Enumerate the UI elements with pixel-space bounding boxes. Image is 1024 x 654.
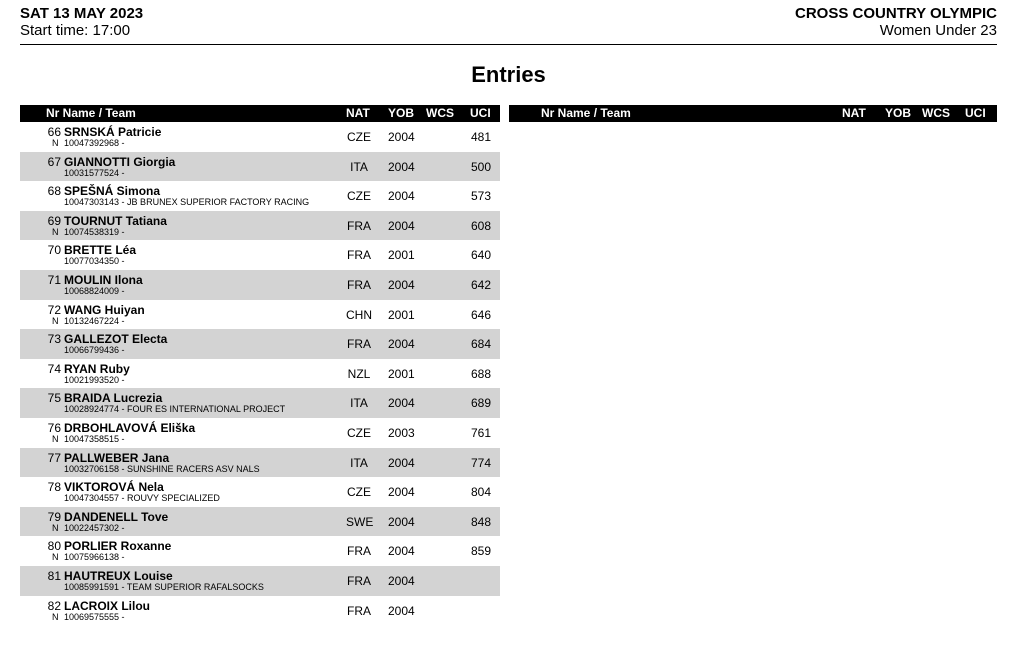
rider-id-and-team: 10085991591 - TEAM SUPERIOR RAFALSOCKS: [64, 581, 264, 592]
entry-number: 70: [47, 243, 61, 258]
rider-year-of-birth: 2004: [388, 159, 415, 174]
rider-id-team: [52, 286, 125, 297]
document-page: [20, 5, 997, 645]
rider-id-team: [52, 138, 125, 149]
rider-id-and-team: 10028924774 - FOUR ES INTERNATIONAL PROJECT: [64, 404, 286, 415]
rider-year-of-birth: 2004: [388, 544, 415, 559]
table-row: [20, 211, 500, 241]
col-yob: YOB: [388, 106, 415, 120]
rider-year-of-birth: 2001: [388, 366, 415, 381]
rider-id-team: [52, 227, 125, 238]
entry-number: 75: [47, 391, 61, 406]
col-uci: UCI: [965, 106, 986, 120]
table-row: [20, 448, 500, 478]
table-row: [20, 329, 500, 359]
rider-name: TOURNUT Tatiana: [64, 213, 167, 228]
entry-number: 77: [47, 450, 61, 465]
entries-list: [20, 122, 500, 625]
rider-flag: N: [52, 315, 59, 326]
rider-year-of-birth: 2001: [388, 248, 415, 263]
col-wcs: WCS: [426, 106, 454, 120]
table-row: [20, 536, 500, 566]
rider-id-and-team: 10068824009 -: [64, 285, 125, 296]
rider-id-team: [52, 316, 125, 327]
table-header-left: [20, 105, 500, 122]
rider-name: MOULIN Ilona: [64, 272, 143, 287]
entries-table-left: [20, 105, 500, 625]
rider-nation: ITA: [350, 396, 368, 411]
table-row: [20, 388, 500, 418]
rider-uci-points: 688: [470, 366, 491, 381]
rider-year-of-birth: 2004: [388, 455, 415, 470]
rider-id-and-team: 10022457302 -: [64, 522, 125, 533]
rider-nation: NZL: [347, 366, 371, 381]
rider-id-and-team: 10047304557 - ROUVY SPECIALIZED: [64, 493, 220, 504]
rider-year-of-birth: 2004: [388, 218, 415, 233]
entry-number: 73: [47, 332, 61, 347]
rider-uci-points: 608: [470, 218, 491, 233]
rider-name: HAUTREUX Louise: [64, 568, 173, 583]
entry-number: 81: [47, 568, 61, 583]
rider-year-of-birth: 2004: [388, 485, 415, 500]
rider-uci-points: 481: [470, 130, 491, 144]
rider-name: VIKTOROVÁ Nela: [64, 480, 164, 495]
table-row: [20, 507, 500, 537]
rider-flag: N: [52, 226, 59, 237]
rider-year-of-birth: 2004: [388, 573, 415, 588]
rider-id-and-team: 10047392968 -: [64, 138, 125, 148]
header-right: [795, 5, 997, 40]
rider-name: BRETTE Léa: [64, 243, 137, 258]
event-category: Women Under 23: [879, 22, 997, 39]
rider-uci-points: 642: [470, 277, 491, 292]
rider-id-team: [52, 168, 125, 179]
rider-nation: FRA: [347, 277, 371, 292]
table-row: [20, 152, 500, 182]
rider-name: DRBOHLAVOVÁ Eliška: [64, 420, 196, 435]
rider-id-team: [52, 404, 285, 415]
rider-name: SPEŠNÁ Simona: [64, 184, 161, 199]
rider-flag: N: [52, 552, 59, 563]
rider-flag: N: [52, 138, 59, 148]
rider-nation: CZE: [347, 189, 371, 204]
table-row: [20, 359, 500, 389]
rider-id-team: [52, 345, 125, 356]
rider-year-of-birth: 2004: [388, 189, 415, 204]
table-row: [20, 566, 500, 596]
page-title: Entries: [471, 62, 546, 87]
rider-id-and-team: 10031577524 -: [64, 167, 125, 178]
table-row: [20, 596, 500, 626]
entry-number: 66: [47, 125, 61, 139]
entry-number: 80: [47, 539, 61, 554]
table-header-right: [509, 105, 997, 122]
rider-flag: N: [52, 433, 59, 444]
col-nat: NAT: [842, 106, 866, 120]
rider-nation: CHN: [346, 307, 372, 322]
rider-id-and-team: 10047303143 - JB BRUNEX SUPERIOR FACTORY RACING: [64, 197, 310, 208]
rider-id-and-team: 10077034350 -: [64, 256, 125, 267]
page-header: [20, 5, 997, 45]
rider-flag: N: [52, 611, 59, 622]
rider-name: RYAN Ruby: [64, 361, 130, 376]
rider-year-of-birth: 2003: [388, 425, 415, 440]
rider-year-of-birth: 2004: [388, 603, 415, 618]
rider-id-team: [52, 197, 309, 208]
rider-year-of-birth: 2004: [388, 337, 415, 352]
rider-nation: CZE: [347, 130, 371, 144]
rider-id-and-team: 10132467224 -: [64, 315, 125, 326]
rider-name: PORLIER Roxanne: [64, 539, 172, 554]
rider-id-and-team: 10047358515 -: [64, 433, 125, 444]
rider-year-of-birth: 2004: [388, 277, 415, 292]
rider-uci-points: 848: [470, 514, 491, 529]
rider-id-team: [52, 256, 125, 267]
rider-year-of-birth: 2001: [388, 307, 415, 322]
entry-number: 82: [47, 598, 61, 613]
col-nr-name-team: Nr Name / Team: [46, 106, 136, 120]
col-wcs: WCS: [922, 106, 950, 120]
rider-uci-points: 573: [470, 189, 491, 204]
table-row: [20, 477, 500, 507]
rider-uci-points: 689: [470, 396, 491, 411]
rider-name: LACROIX Lilou: [64, 598, 150, 613]
col-yob: YOB: [885, 106, 912, 120]
rider-id-team: [52, 523, 125, 534]
entry-number: 72: [47, 302, 61, 317]
rider-id-and-team: 10069575555 -: [64, 611, 125, 622]
entries-tables: [20, 105, 997, 645]
rider-name: GIANNOTTI Giorgia: [64, 154, 176, 169]
col-uci: UCI: [470, 106, 491, 120]
rider-id-and-team: 10032706158 - SUNSHINE RACERS ASV NALS: [64, 463, 260, 474]
rider-uci-points: 640: [470, 248, 491, 263]
rider-uci-points: 684: [470, 337, 491, 352]
table-row: [20, 181, 500, 211]
rider-id-team: [52, 464, 260, 475]
rider-year-of-birth: 2004: [388, 130, 415, 144]
rider-nation: FRA: [347, 544, 371, 559]
rider-name: BRAIDA Lucrezia: [64, 391, 163, 406]
rider-uci-points: 500: [470, 159, 491, 174]
rider-nation: FRA: [347, 603, 371, 618]
rider-nation: FRA: [347, 248, 371, 263]
rider-id-and-team: 10075966138 -: [64, 552, 125, 563]
rider-nation: ITA: [350, 455, 368, 470]
rider-id-and-team: 10021993520 -: [64, 374, 125, 385]
rider-id-and-team: 10066799436 -: [64, 345, 125, 356]
rider-uci-points: 804: [470, 485, 491, 500]
rider-nation: SWE: [346, 514, 374, 529]
table-row: [20, 418, 500, 448]
rider-id-team: [52, 612, 125, 623]
race-date: SAT 13 MAY 2023: [20, 5, 144, 22]
rider-name: WANG Huiyan: [64, 302, 145, 317]
rider-flag: N: [52, 522, 59, 533]
table-row: [20, 270, 500, 300]
entry-number: 68: [47, 184, 61, 199]
table-row: [20, 300, 500, 330]
rider-nation: FRA: [347, 218, 371, 233]
rider-id-team: [52, 552, 125, 563]
rider-uci-points: 646: [470, 307, 491, 322]
col-nr-name-team: Nr Name / Team: [541, 106, 631, 120]
start-time: Start time: 17:00: [20, 22, 131, 39]
table-row: [20, 122, 500, 152]
rider-year-of-birth: 2004: [388, 396, 415, 411]
rider-uci-points: 774: [470, 455, 491, 470]
rider-nation: CZE: [347, 485, 371, 500]
entry-number: 71: [47, 272, 61, 287]
rider-nation: ITA: [350, 159, 368, 174]
rider-id-and-team: 10074538319 -: [64, 226, 125, 237]
rider-uci-points: 859: [470, 544, 491, 559]
rider-name: SRNSKÁ Patricie: [64, 125, 162, 139]
entry-number: 78: [47, 480, 61, 495]
rider-name: GALLEZOT Electa: [64, 332, 168, 347]
rider-name: DANDENELL Tove: [64, 509, 169, 524]
rider-name: PALLWEBER Jana: [64, 450, 170, 465]
entry-number: 69: [47, 213, 61, 228]
table-row: [20, 240, 500, 270]
rider-id-team: [52, 582, 264, 593]
rider-nation: FRA: [347, 573, 371, 588]
entry-number: 79: [47, 509, 61, 524]
entries-table-right: [509, 105, 997, 122]
entry-number: 74: [47, 361, 61, 376]
rider-nation: CZE: [347, 425, 371, 440]
rider-id-team: [52, 434, 125, 445]
rider-nation: FRA: [347, 337, 371, 352]
col-nat: NAT: [346, 106, 370, 120]
event-name: CROSS COUNTRY OLYMPIC: [795, 5, 997, 22]
entry-number: 67: [47, 154, 61, 169]
rider-id-team: [52, 375, 125, 386]
rider-uci-points: 761: [470, 425, 491, 440]
rider-id-team: [52, 493, 220, 504]
entry-number: 76: [47, 420, 61, 435]
header-left: [20, 5, 143, 40]
rider-year-of-birth: 2004: [388, 514, 415, 529]
